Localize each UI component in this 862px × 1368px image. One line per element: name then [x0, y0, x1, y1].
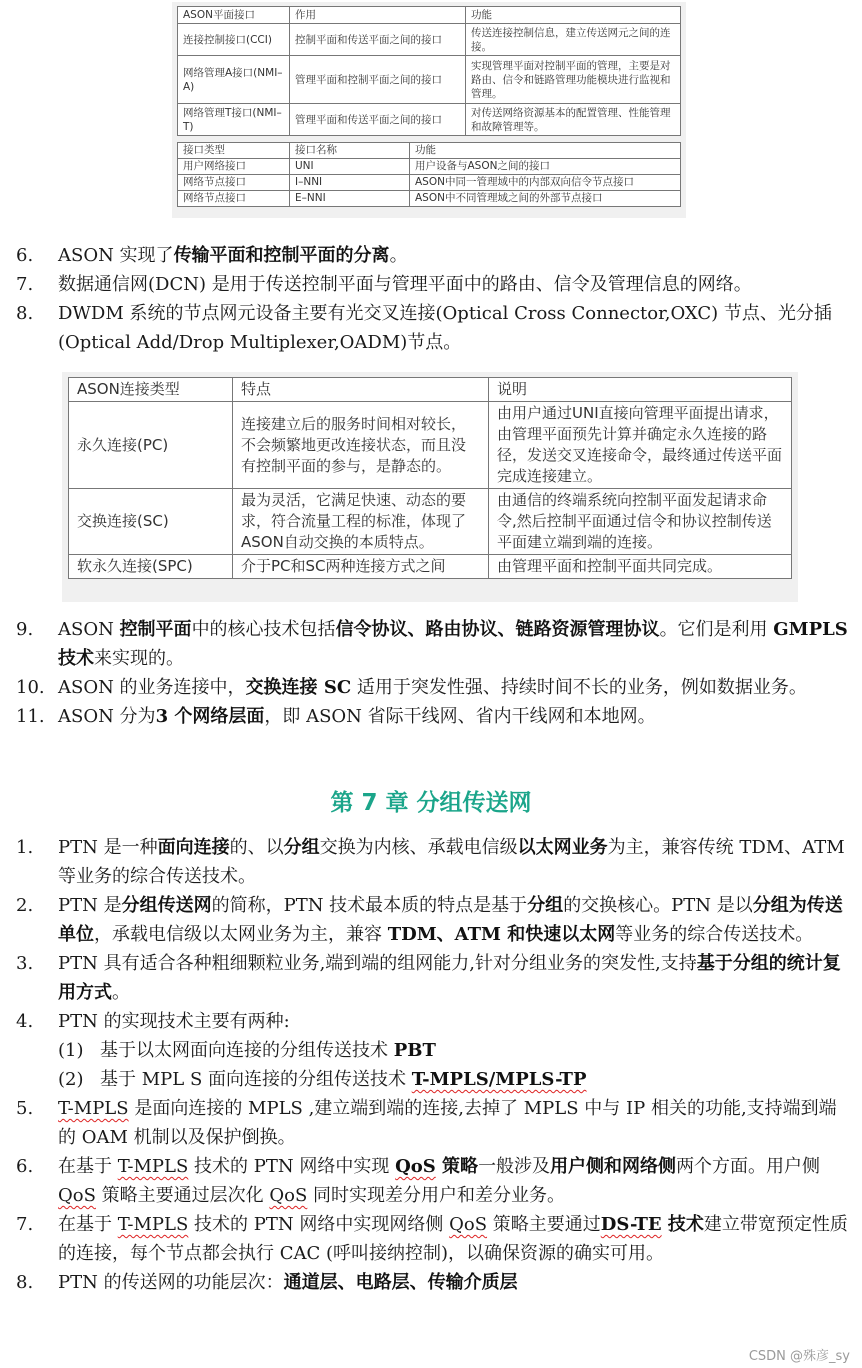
item-text: 的、以: [229, 837, 284, 858]
item-bold-text: PBT: [393, 1040, 436, 1061]
table-row: [178, 56, 681, 104]
table-row: [69, 489, 792, 555]
item-text: ASON: [58, 619, 120, 640]
table-row: [178, 24, 681, 56]
table-cell: 用户设备与ASON之间的接口: [410, 159, 681, 175]
table-cell: 用户网络接口: [178, 159, 290, 175]
item-bold-text: GMPLS 技术: [58, 619, 848, 669]
item-text: 技术的 PTN 网络中实现网络侧: [188, 1214, 450, 1235]
item-text: 的简称，PTN 技术最本质的特点是基于: [211, 895, 528, 916]
interface-type-table: [177, 142, 681, 207]
item-text: 基于 MPL S 面向连接的分组传送技术: [100, 1069, 412, 1090]
list-item: [0, 702, 862, 731]
item-text: 策略主要通过: [487, 1214, 601, 1235]
item-text: PTN 的实现技术主要有两种:: [58, 1011, 290, 1032]
item-bold-text: 技术: [661, 1214, 704, 1235]
item-number: 4.: [16, 1011, 34, 1032]
ason-plane-interface-table: [177, 6, 681, 136]
list-item: [0, 1152, 862, 1210]
chapter-heading: 第 7 章 分组传送网: [330, 790, 532, 816]
list-item: [0, 241, 862, 270]
item-text: 来实现的。: [94, 648, 184, 669]
item-bold-text: 交换连接 SC: [245, 677, 352, 698]
item-number: 7.: [16, 1214, 34, 1235]
spellcheck-word: T-MPLS: [117, 1156, 189, 1177]
item-text: 在基于: [58, 1214, 118, 1235]
item-text: 适用于突发性强、持续时间不长的业务，例如数据业务。: [351, 677, 807, 698]
table-header-row: [178, 7, 681, 24]
item-bold-text: 分组为传送单位: [58, 895, 843, 945]
ason-list-part-a: [0, 241, 862, 357]
spellcheck-word: QoS: [269, 1185, 308, 1206]
item-bold-text: DS-TE: [600, 1214, 662, 1235]
item-text: ASON 实现了: [58, 245, 174, 266]
list-item: [0, 270, 862, 299]
item-text: 在基于: [58, 1156, 118, 1177]
table-cell: 网络节点接口: [178, 191, 290, 207]
item-text: 建立带宽预定性质的连接，每个节点都会执行 CAC (呼叫接纳控制)，以确保资源的确实可用。: [58, 1214, 848, 1264]
item-bold-text: 传输平面和控制平面的分离: [173, 245, 390, 266]
item-bold-text: 基于分组的统计复用方式: [58, 953, 841, 1003]
header-cell: 接口名称: [290, 143, 410, 159]
list-item: [0, 299, 862, 357]
item-number: 2.: [16, 895, 34, 916]
list-item: [0, 673, 862, 702]
item-text: ASON 的业务连接中，: [58, 677, 246, 698]
spellcheck-word: QoS: [58, 1185, 96, 1206]
table-cell: 网络管理A接口(NMI–A): [178, 56, 290, 104]
item-bold-text: 策略: [435, 1156, 479, 1177]
item-text: 。它们是利用: [659, 619, 774, 640]
item-text: DWDM 系统的节点网元设备主要有光交叉连接(Optical Cross Connector,OXC) 节点、光分插(Optical Add/Drop Multiplexer,OADM)节点。: [58, 303, 832, 353]
list-item: [0, 1007, 862, 1036]
item-bold-text: 通道层、电路层、传输介质层: [283, 1272, 518, 1293]
item-number: 11.: [16, 706, 45, 727]
table-row: [178, 175, 681, 191]
table-row: [178, 104, 681, 136]
sub-item-number: (1): [58, 1040, 84, 1061]
table-cell: 连接控制接口(CCI): [178, 24, 290, 56]
table-cell: 对传送网络资源基本的配置管理、性能管理和故障管理等。: [466, 104, 681, 136]
sub-list-item: [0, 1036, 862, 1065]
item-text: 。: [112, 982, 130, 1003]
list-item: [0, 833, 862, 891]
sub-list-item: [0, 1065, 862, 1094]
table-cell: 连接建立后的服务时间相对较长，不会频繁地更改连接状态，而且没有控制平面的参与，是静态的。: [233, 402, 489, 489]
table-cell: 介于PC和SC两种连接方式之间: [233, 555, 489, 579]
table-header-row: [178, 143, 681, 159]
item-text: 。: [389, 245, 408, 266]
item-number: 6.: [16, 1156, 34, 1177]
interface-tables-image: [172, 2, 686, 218]
table-row: [178, 191, 681, 207]
table-cell: 管理平面和传送平面之间的接口: [290, 104, 466, 136]
spellcheck-word: QoS: [449, 1214, 488, 1235]
header-cell: 功能: [466, 7, 681, 24]
item-bold-text: 分组: [283, 837, 320, 858]
table-cell: ASON中不同管理域之间的外部节点接口: [410, 191, 681, 207]
table-cell: 管理平面和控制平面之间的接口: [290, 56, 466, 104]
item-number: 10.: [16, 677, 45, 698]
item-text: 基于以太网面向连接的分组传送技术: [100, 1040, 394, 1061]
item-bold-text: T-MPLS/MPLS-TP: [411, 1069, 587, 1090]
list-item: [0, 891, 862, 949]
item-bold-text: QoS: [395, 1156, 436, 1177]
table-cell: 由通信的终端系统向控制平面发起请求命令,然后控制平面通过信令和协议控制传送平面建立端到端的连接。: [489, 489, 792, 555]
table-cell: ASON中同一管理域中的内部双向信令节点接口: [410, 175, 681, 191]
header-cell: ASON连接类型: [69, 378, 233, 402]
item-text: 一般涉及: [478, 1156, 551, 1177]
ason-list-part-b: [0, 615, 862, 731]
table-cell: I–NNI: [290, 175, 410, 191]
table-cell: 永久连接(PC): [69, 402, 233, 489]
ason-connection-type-table: [68, 377, 792, 579]
header-cell: 说明: [489, 378, 792, 402]
header-cell: 特点: [233, 378, 489, 402]
item-bold-text: 面向连接: [157, 837, 230, 858]
item-text: ASON 分为: [58, 706, 156, 727]
connection-types-image: [62, 372, 798, 602]
table-cell: 控制平面和传送平面之间的接口: [290, 24, 466, 56]
sub-item-number: (2): [58, 1069, 84, 1090]
item-text: 的交换核心。PTN 是以: [563, 895, 753, 916]
ptn-list: [0, 833, 862, 1297]
item-text: 数据通信网(DCN) 是用于传送控制平面与管理平面中的路由、信令及管理信息的网络。: [58, 274, 752, 295]
table-cell: 传送连接控制信息，建立传送网元之间的连接。: [466, 24, 681, 56]
item-text: 交换为内核、承载电信级: [319, 837, 518, 858]
table-cell: 软永久连接(SPC): [69, 555, 233, 579]
item-bold-text: 用户侧和网络侧: [550, 1156, 677, 1177]
item-number: 8.: [16, 1272, 34, 1293]
table-cell: 网络节点接口: [178, 175, 290, 191]
table-cell: 交换连接(SC): [69, 489, 233, 555]
item-bold-text: TDM、ATM 和快速以太网: [387, 924, 616, 945]
table-cell: 最为灵活，它满足快速、动态的要求，符合流量工程的标准，体现了ASON自动交换的本质特点。: [233, 489, 489, 555]
table-row: [69, 555, 792, 579]
item-bold-text: 分组: [527, 895, 564, 916]
item-text: ，即 ASON 省际干线网、省内干线网和本地网。: [264, 706, 656, 727]
item-number: 8.: [16, 303, 34, 324]
header-cell: 功能: [410, 143, 681, 159]
item-bold-text: 信令协议、路由协议、链路资源管理协议: [335, 619, 660, 640]
item-number: 6.: [16, 245, 34, 266]
item-text: PTN 具有适合各种粗细颗粒业务,端到端的组网能力,针对分组业务的突发性,支持: [58, 953, 697, 974]
spellcheck-word: T-MPLS: [117, 1214, 189, 1235]
item-number: 1.: [16, 837, 34, 858]
watermark: CSDN @殊彦_sy: [748, 1349, 850, 1364]
item-bold-text: 3 个网络层面: [155, 706, 265, 727]
table-cell: 由管理平面和控制平面共同完成。: [489, 555, 792, 579]
spellcheck-word: T-MPLS: [58, 1098, 129, 1119]
list-item: [0, 615, 862, 673]
item-number: 5.: [16, 1098, 34, 1119]
list-item: [0, 1094, 862, 1152]
item-bold-text: 分组传送网: [121, 895, 212, 916]
table-cell: E–NNI: [290, 191, 410, 207]
list-item: [0, 949, 862, 1007]
item-text: ，承载电信级以太网业务为主，兼容: [94, 924, 388, 945]
item-text: PTN 是一种: [58, 837, 158, 858]
item-number: 7.: [16, 274, 34, 295]
table-cell: 实现管理平面对控制平面的管理，主要是对路由、信令和链路管理功能模块进行监视和管理。: [466, 56, 681, 104]
item-text: 等业务的综合传送技术。: [615, 924, 814, 945]
item-bold-text: 以太网业务: [517, 837, 608, 858]
item-text: PTN 的传送网的功能层次：: [58, 1272, 284, 1293]
item-text: 策略主要通过层次化: [95, 1185, 270, 1206]
table-cell: 由用户通过UNI直接向管理平面提出请求，由管理平面预先计算并确定永久连接的路径，发送交叉连接命令，最终通过传送平面完成连接建立。: [489, 402, 792, 489]
table-header-row: [69, 378, 792, 402]
item-text: 同时实现差分用户和差分业务。: [307, 1185, 566, 1206]
item-number: 9.: [16, 619, 34, 640]
item-text: 技术的 PTN 网络中实现: [188, 1156, 396, 1177]
item-number: 3.: [16, 953, 34, 974]
table-row: [178, 159, 681, 175]
item-text: 为主，兼容传统 TDM、ATM 等业务的综合传送技术。: [58, 837, 845, 887]
item-text: 是面向连接的 MPLS ,建立端到端的连接,去掉了 MPLS 中与 IP 相关的功能,支持端到端的 OAM 机制以及保护倒换。: [58, 1098, 837, 1148]
table-cell: UNI: [290, 159, 410, 175]
list-item: [0, 1210, 862, 1268]
item-text: 两个方面。用户侧: [676, 1156, 821, 1177]
table-row: [69, 402, 792, 489]
header-cell: 作用: [290, 7, 466, 24]
header-cell: 接口类型: [178, 143, 290, 159]
list-item: [0, 1268, 862, 1297]
item-text: PTN 是: [58, 895, 122, 916]
table-cell: 网络管理T接口(NMI–T): [178, 104, 290, 136]
header-cell: ASON平面接口: [178, 7, 290, 24]
item-text: 中的核心技术包括: [191, 619, 336, 640]
item-bold-text: 控制平面: [119, 619, 192, 640]
